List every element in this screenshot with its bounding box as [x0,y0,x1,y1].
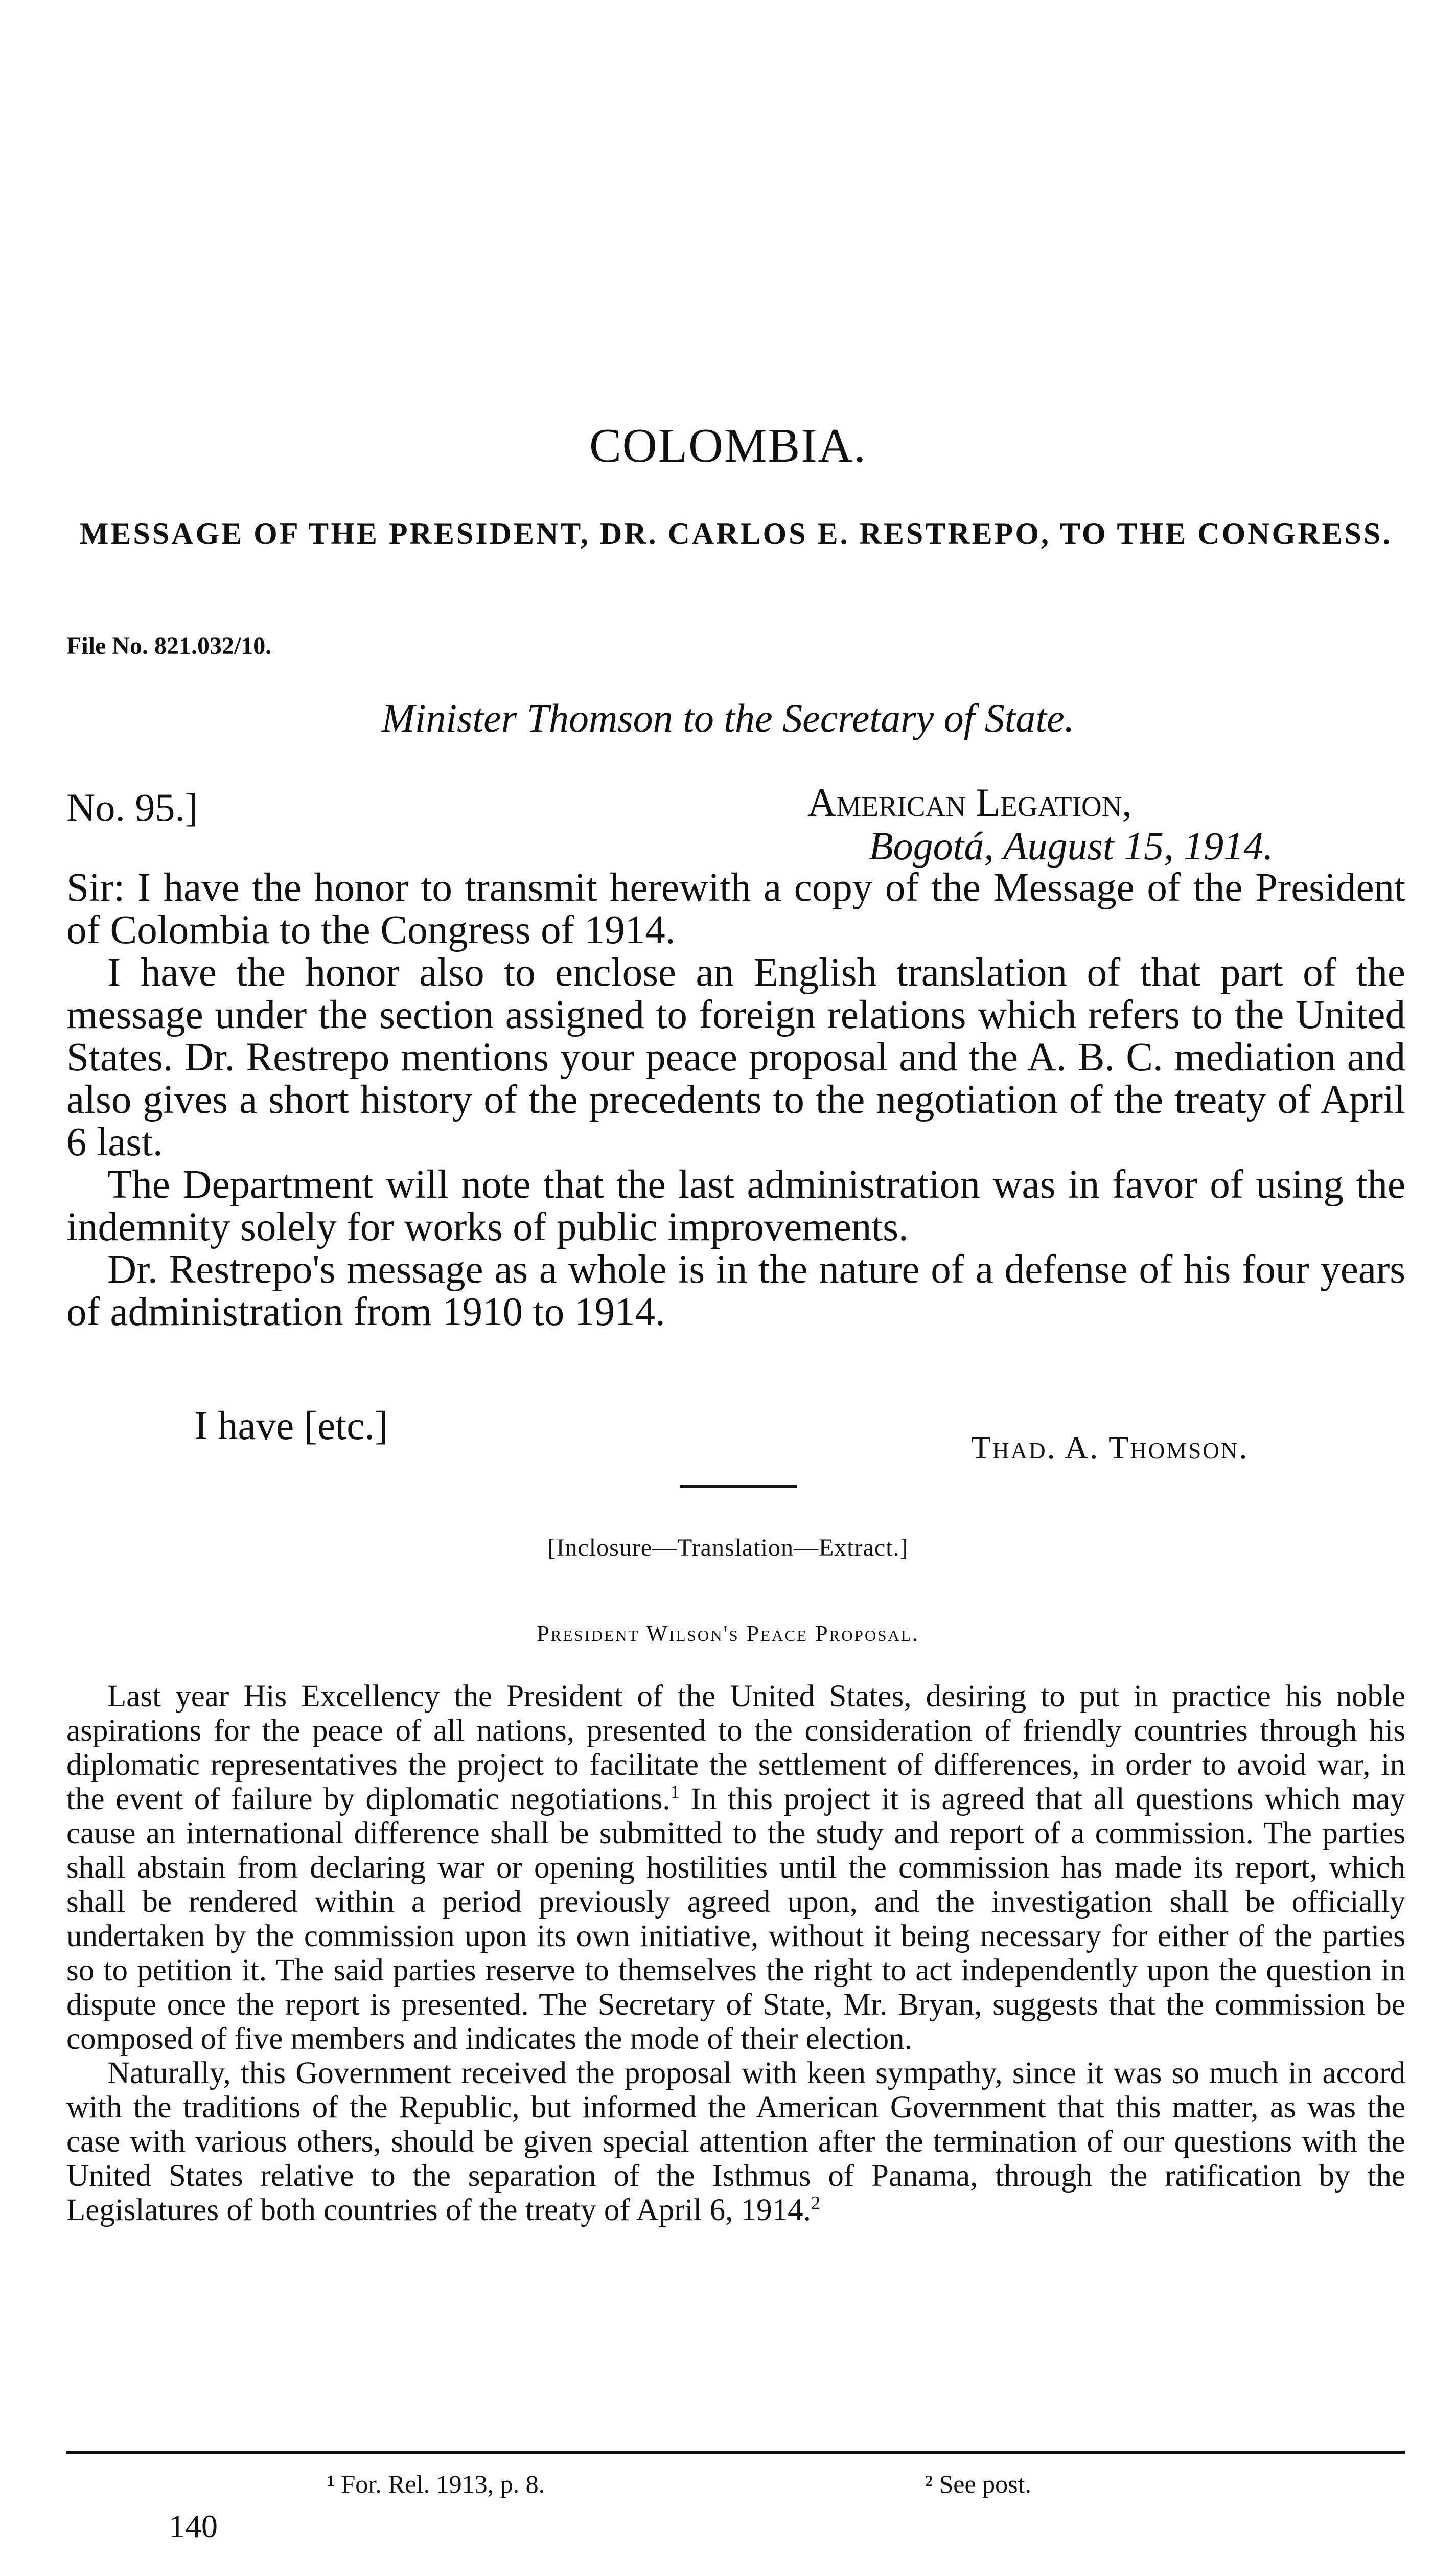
body-text-part: Naturally, this Government received the proposal with keen sympathy, since it was so much in accord with the traditions of the Republic, but informed the American Government that this matter, as was the case with various others, should be given special attention after the termination of our questions with the United States relative to the separation of the Isthmus of Panama, through the ratification by the Legislatures of both countries of the treaty of April 6, 1914. [66,2056,1405,2227]
body-text-part: Last year His Excellency the President of the United States, desiring to put in practice his noble aspirations for the peace of all nations, presented to the consideration of friendly countries through his diplomatic representatives the project to facilitate the settlement of differences, in order to avoid war, in the event of failure by diplomatic negotiations. [66,1679,1405,1816]
letter-paragraph: Sir: I have the honor to transmit herewith a copy of the Message of the President of Colombia to the Congress of 1914. [66,865,1405,952]
document-number: No. 95.] [66,785,198,830]
file-number: File No. 821.032/10. [66,632,272,659]
letter-paragraph: The Department will note that the last administration was in favor of using the indemnity solely for works of public improvements. [66,1162,1405,1249]
footnote-2: ² See post. [925,2470,1032,2498]
body-paragraph [66,2056,1405,2227]
section-divider [680,1485,797,1488]
footnote-divider [66,2451,1405,2454]
page-number: 140 [169,2508,218,2544]
footnote-1: ¹ For. Rel. 1913, p. 8. [327,2470,545,2498]
footnote-mark: 1 [670,1781,680,1802]
signature: Thad. A. Thomson. [971,1429,1249,1466]
inclosure-label: [Inclosure—Translation—Extract.] [547,1534,909,1561]
country-heading: COLOMBIA. [589,419,867,472]
legation-address: American Legation, [807,780,1132,825]
letter-paragraph: I have the honor also to enclose an English translation of that part of the message under the section assigned to foreign relations which refers to the United States. Dr. Restrepo mentions your peace proposal and the A. B. C. mediation and also gives a short history of the precedents to the negotiation of the treaty of April 6 last. [66,950,1405,1165]
inclosure-body [66,1679,1405,2227]
dateline: Bogotá, August 15, 1914. [869,824,1274,868]
body-text-part: In this project it is agreed that all questions which may cause an international difference shall be submitted to the study and report of a commission. The parties shall abstain from declaring war or opening hostilities until the commission has made its report, which shall be rendered within a period previously agreed upon, and the investigation shall be officially undertaken by the commission upon its own initiative, without it being necessary for either of the parties so to petition it. The said parties reserve to themselves the right to act independently upon the question in dispute once the report is presented. The Secretary of State, Mr. Bryan, suggests that the commission be composed of five members and indicates the mode of their election. [66,1782,1405,2056]
letter-heading: Minister Thomson to the Secretary of State. [381,696,1075,740]
closing-line: I have [etc.] [194,1404,388,1448]
footnote-mark: 2 [811,2192,821,2213]
letter-paragraph: Dr. Restrepo's message as a whole is in the nature of a defense of his four years of administration from 1910 to 1914. [66,1247,1405,1334]
message-title: MESSAGE OF THE PRESIDENT, DR. CARLOS E. RESTREPO, TO THE CONGRESS. [79,517,1393,551]
body-paragraph [66,1679,1405,2056]
section-title: President Wilson's Peace Proposal. [537,1621,919,1646]
letter-body [66,866,1405,1333]
